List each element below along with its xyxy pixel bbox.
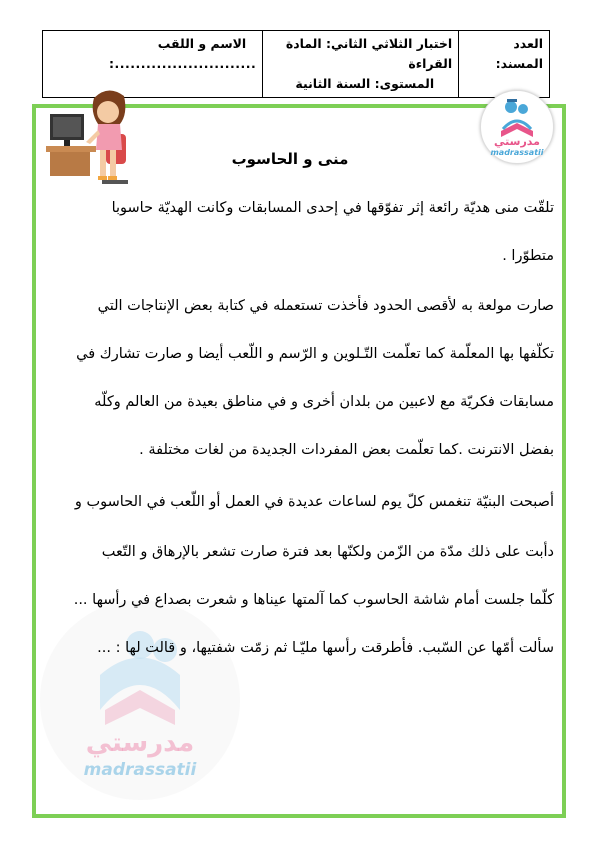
passage-line: صارت مولعة به لأقصى الحدود فأخذت تستعمله في كتابة بعض الإنتاجات التي — [97, 298, 554, 314]
passage-line: دأبت على ذلك مدّة من الزّمن ولكنّها بعد فترة صارت تشعر بالإرهاق و التّعب — [101, 544, 554, 560]
passage-line: سألت أمّها عن السّبب. فأطرقت رأسها مليّـا ثم زمّت شفتيها، و قالت لها : ... — [97, 640, 554, 656]
grade-label: العدد — [513, 36, 543, 51]
passage-line: كلّما جلست أمام شاشة الحاسوب كما آلمتها عيناها و شعرت بصداع في رأسها ... — [73, 592, 554, 608]
grade-sub-label: المسند: — [495, 56, 543, 71]
watermark-arabic-text: مدرستي — [85, 728, 195, 758]
passage-line: تلقّت منى هديّة رائعة إثر تفوّقها في إحدى المسابقات وكانت الهديّة حاسوبا — [111, 200, 554, 216]
exam-title: اختبار الثلاثي الثاني: المادة القراءة — [285, 36, 453, 71]
passage-line: أصبحت البنيّة تنغمس كلّ يوم لساعات عديدة في العمل أو اللّعب في الحاسوب و — [74, 494, 554, 510]
passage-line: بفضل الانترنت .كما تعلّمت بعض المفردات الجديدة من لغات مختلفة . — [139, 442, 554, 458]
passage-line: متطوّرا . — [502, 248, 554, 264]
logo-latin-text: madrassatii — [490, 148, 544, 157]
logo-badge — [480, 90, 554, 164]
passage-line: تكلّفها بها المعلّمة كما تعلّمت التّـلوين و الرّسم و اللّعب أيضا و صارت تشارك في — [76, 346, 554, 362]
name-label: الاسم و اللقب — [157, 36, 247, 51]
exam-level: المستوى: السنة الثانية — [295, 76, 435, 91]
logo-arabic-text: مدرستي — [494, 135, 540, 148]
girl-computer-illustration — [46, 84, 134, 192]
passage-title: منى و الحاسوب — [231, 150, 349, 168]
watermark — [40, 600, 240, 800]
exam-cell — [262, 31, 458, 97]
passage-line: مسابقات فكريّة مع لاعبين من بلدان أخرى و في مناطق بعيدة من العالم وكلّه — [94, 394, 554, 410]
grade-cell — [458, 31, 549, 97]
name-field[interactable]: :........................... — [109, 56, 257, 71]
watermark-latin-text: madrassatii — [83, 760, 197, 780]
